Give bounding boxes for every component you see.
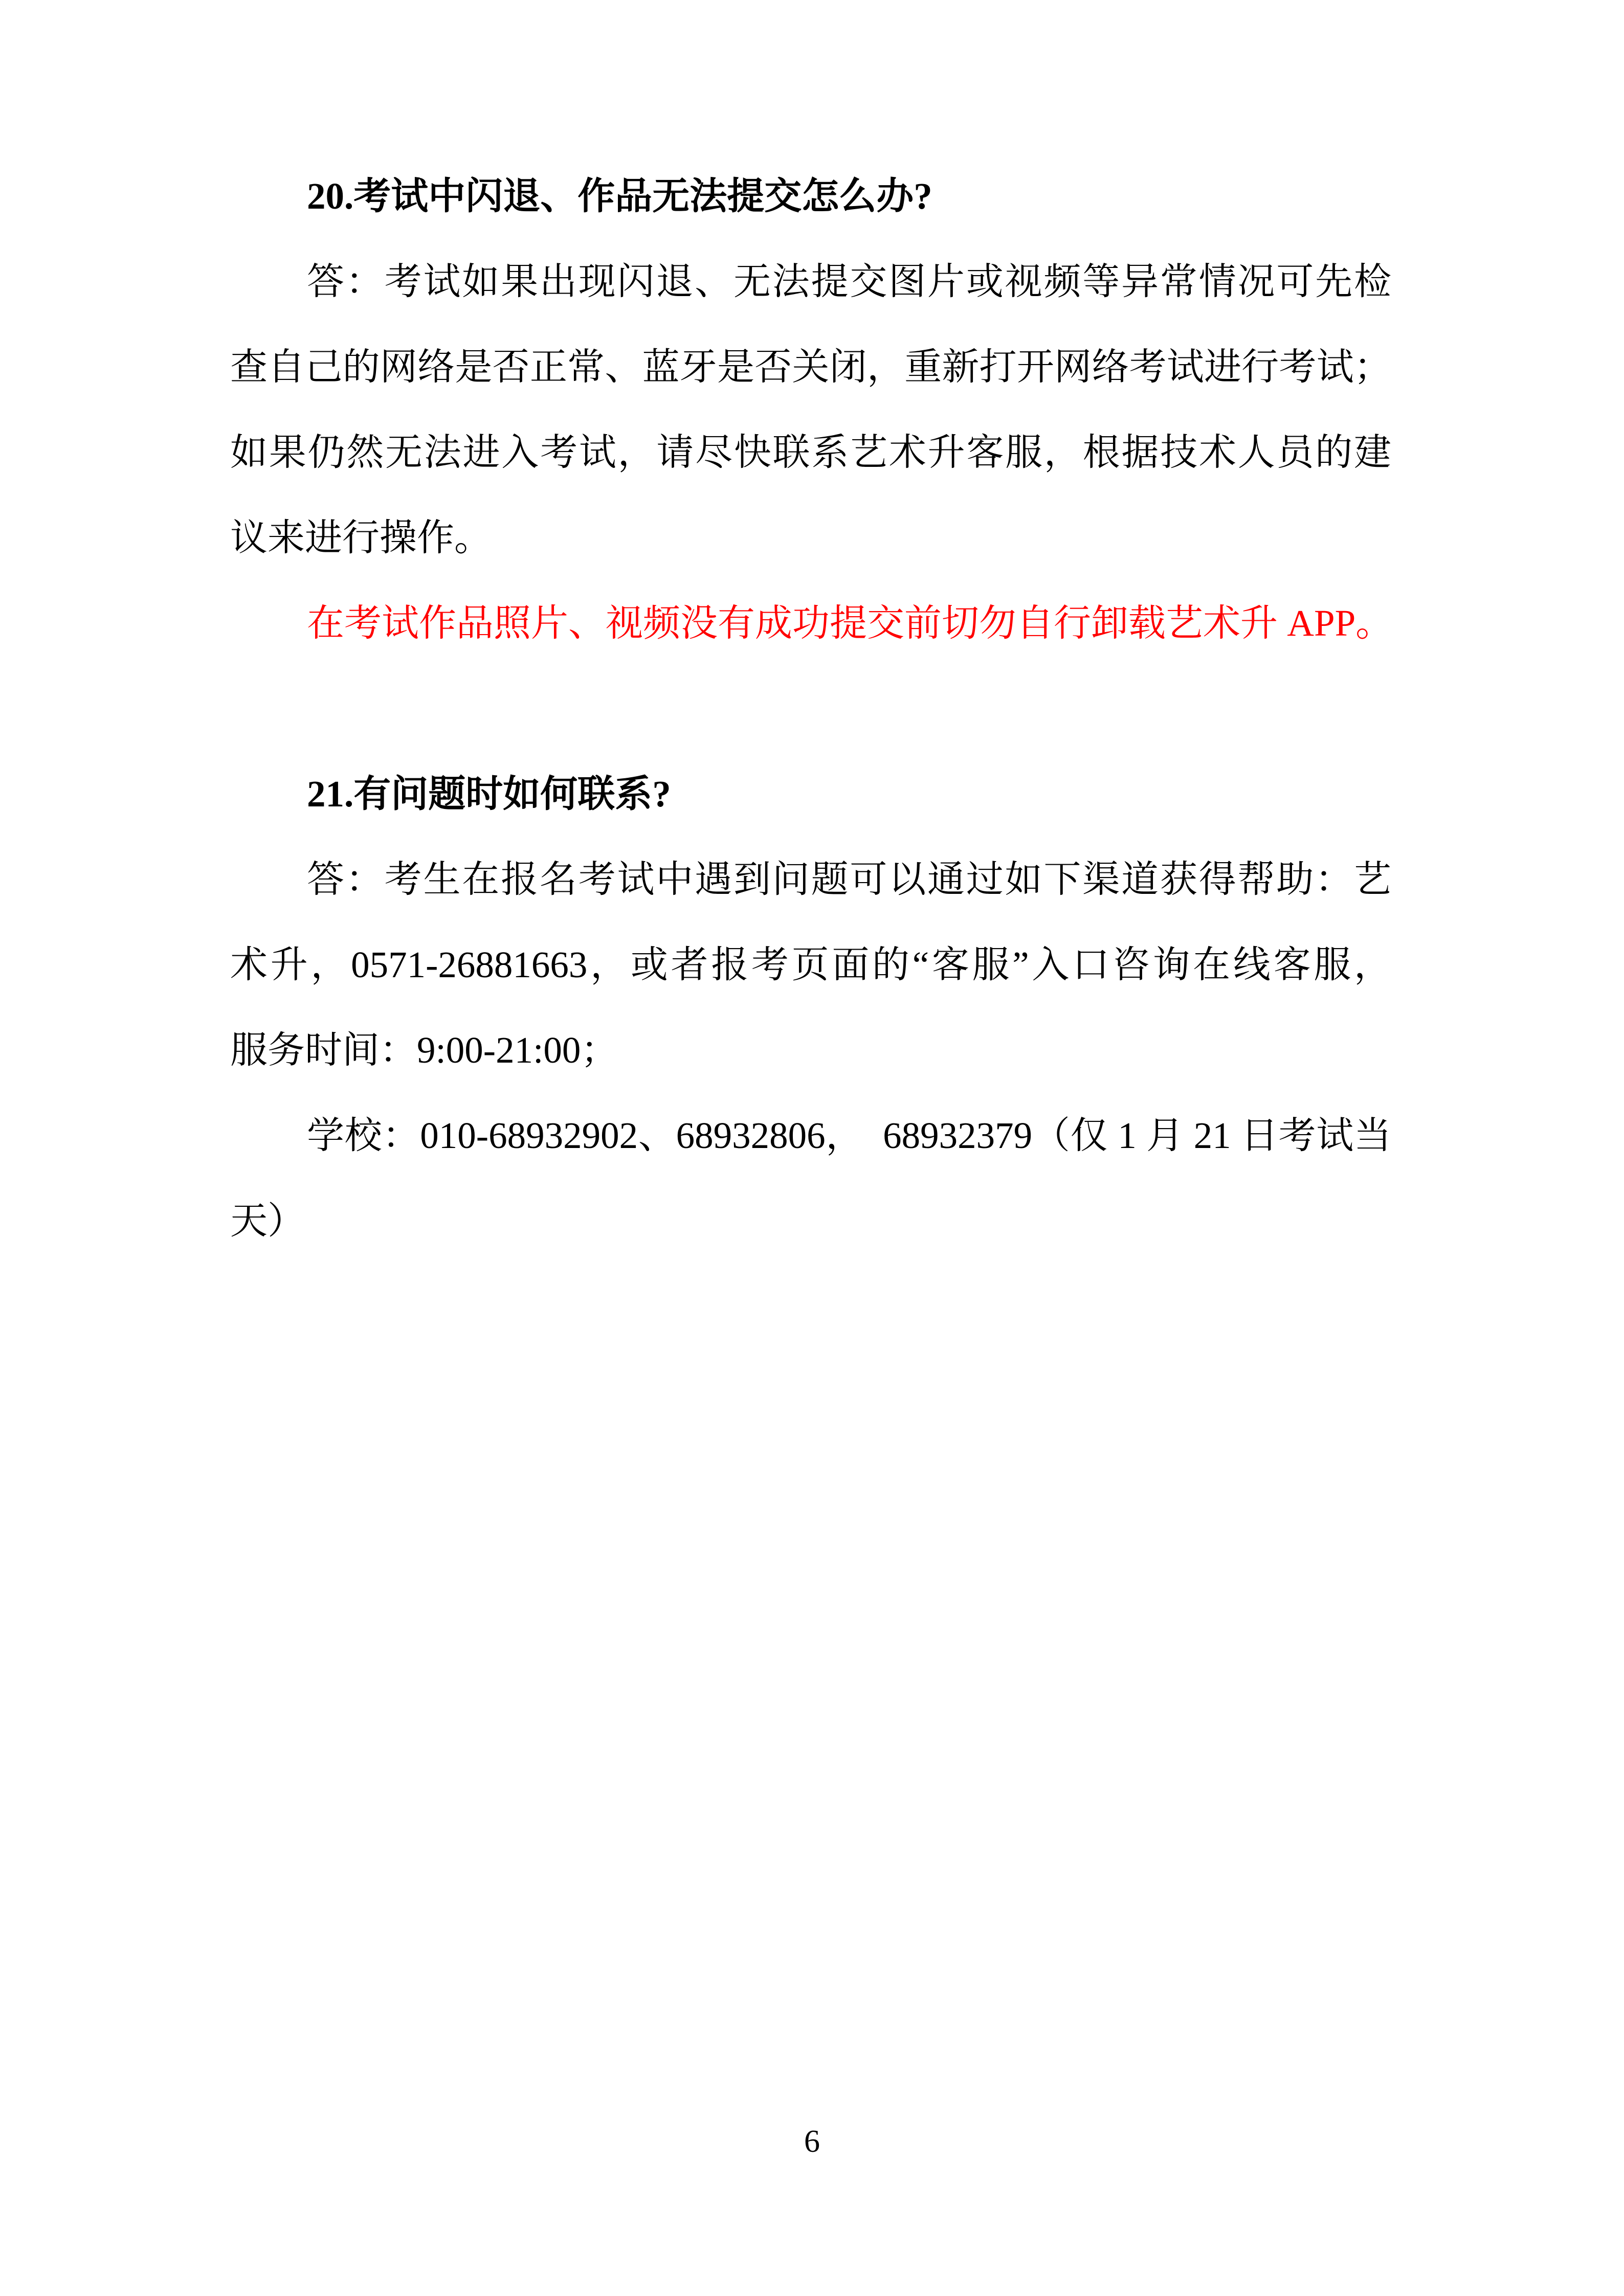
document-body (230, 153, 1391, 1264)
question-21-answer-line-5: 天） (230, 1200, 305, 1242)
question-20-answer-line-1: 答：考试如果出现闪退、无法提交图片或视频等异常情况可先检 (307, 261, 1391, 302)
question-21-heading: 21.有问题时如何联系? (307, 773, 671, 815)
question-20-warning-text: 在考试作品照片、视频没有成功提交前切勿自行卸载艺术升 APP。 (307, 602, 1393, 644)
question-20-answer-line-4: 议来进行操作。 (230, 517, 492, 558)
question-21-answer-line-3: 服务时间：9:00-21:00； (230, 1029, 618, 1071)
question-21-answer-line-2: 术升，0571-26881663，或者报考页面的“客服”入口咨询在线客服， (230, 944, 1391, 985)
question-21-answer-line-1: 答：考生在报名考试中遇到问题可以通过如下渠道获得帮助：艺 (307, 859, 1391, 900)
blank-line (230, 666, 1391, 751)
question-20-answer-line-2: 查自己的网络是否正常、蓝牙是否关闭，重新打开网络考试进行考试； (230, 346, 1391, 388)
question-20-heading: 20.考试中闪退、作品无法提交怎么办? (307, 175, 932, 217)
question-20-answer-line-3: 如果仍然无法进入考试，请尽快联系艺术升客服，根据技术人员的建 (230, 432, 1391, 473)
page-number: 6 (804, 2124, 820, 2159)
question-21-answer-line-4: 学校：010-68932902、68932806， 68932379（仅 1 月 21 日考试当 (307, 1115, 1391, 1156)
